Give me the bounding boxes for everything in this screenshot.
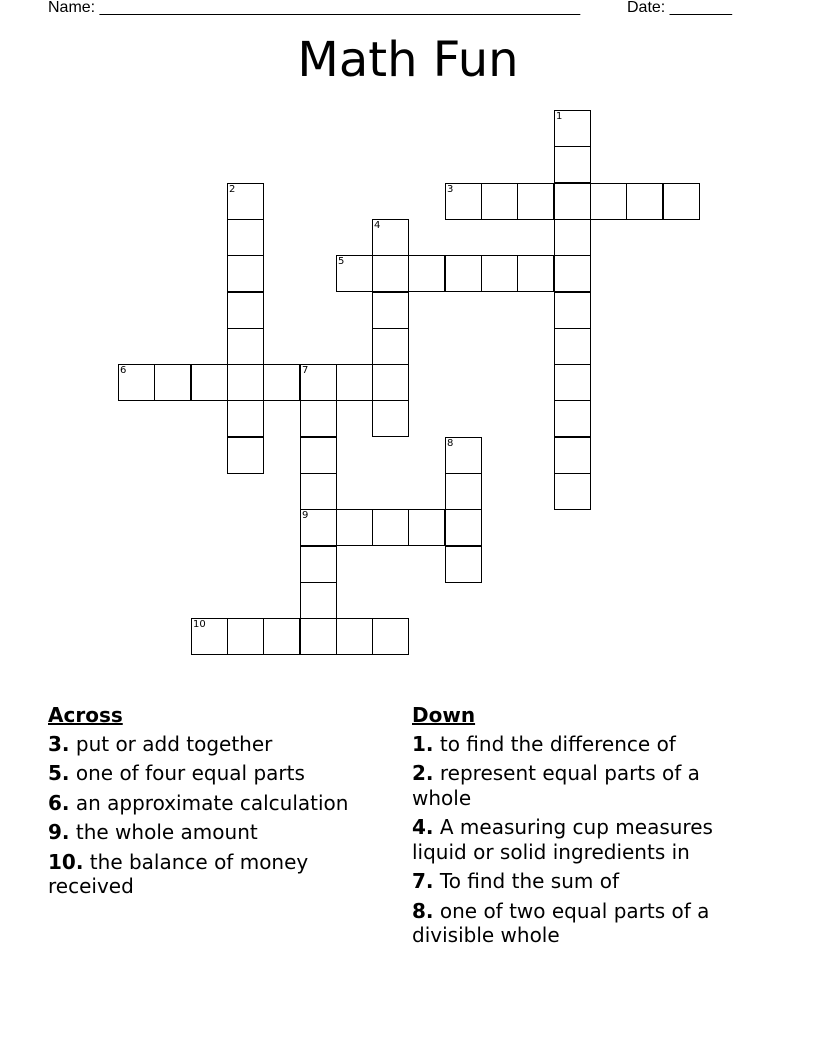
crossword-cell[interactable] [554,110,591,147]
name-label: Name: [48,0,96,16]
crossword-cell[interactable] [554,364,591,401]
crossword-cell[interactable] [590,183,627,220]
crossword-cell[interactable] [663,183,700,220]
crossword-cell[interactable] [154,364,191,401]
crossword-cell[interactable] [227,400,264,437]
clue-down-1: 1. to find the difference of [412,731,676,756]
crossword-cell[interactable] [517,183,554,220]
crossword-cell[interactable] [372,255,409,292]
crossword-cell[interactable] [191,618,228,655]
crossword-cell[interactable] [445,437,482,474]
crossword-cell[interactable] [554,255,591,292]
crossword-cell[interactable] [626,183,663,220]
crossword-cell[interactable] [300,618,337,655]
cell-number: 2 [229,184,236,195]
crossword-cell[interactable] [445,183,482,220]
page-title: Math Fun [297,32,519,88]
crossword-cell[interactable] [408,255,445,292]
crossword-cell[interactable] [191,364,228,401]
crossword-cell[interactable] [336,364,373,401]
crossword-cell[interactable] [554,219,591,256]
crossword-cell[interactable] [372,219,409,256]
crossword-cell[interactable] [554,292,591,329]
crossword-cell[interactable] [445,509,482,546]
crossword-cell[interactable] [408,509,445,546]
clue-across-10: 10. the balance of money received [48,849,309,898]
crossword-cell[interactable] [445,473,482,510]
crossword-cell[interactable] [300,400,337,437]
name-blank[interactable]: ______________________________________________________ [99,0,581,16]
cell-number: 1 [556,111,563,122]
crossword-cell[interactable] [227,255,264,292]
date-label: Date: [627,0,666,16]
crossword-cell[interactable] [372,400,409,437]
clue-down-4: 4. A measuring cup measures liquid or solid ingredients in [412,815,713,864]
crossword-cell[interactable] [300,473,337,510]
crossword-cell[interactable] [227,219,264,256]
cell-number: 6 [120,365,127,376]
clue-across-6: 6. an approximate calculation [48,790,349,815]
crossword-cell[interactable] [227,292,264,329]
crossword-cell[interactable] [227,183,264,220]
crossword-cell[interactable] [336,509,373,546]
down-heading: Down [412,703,476,727]
crossword-cell[interactable] [517,255,554,292]
crossword-cell[interactable] [227,328,264,365]
crossword-cell[interactable] [554,473,591,510]
crossword-cell[interactable] [554,437,591,474]
crossword-cell[interactable] [336,255,373,292]
cell-number: 5 [338,256,345,267]
across-heading: Across [48,703,123,727]
crossword-cell[interactable] [554,328,591,365]
crossword-cell[interactable] [481,183,518,220]
crossword-cell[interactable] [118,364,155,401]
crossword-cell[interactable] [445,546,482,583]
cell-number: 7 [302,365,309,376]
cell-number: 3 [447,184,454,195]
crossword-cell[interactable] [300,437,337,474]
clue-across-9: 9. the whole amount [48,820,258,844]
cell-number: 10 [193,619,206,630]
crossword-cell[interactable] [372,618,409,655]
crossword-cell[interactable] [263,618,300,655]
crossword-cell[interactable] [445,255,482,292]
cell-number: 8 [447,438,454,449]
crossword-cell[interactable] [300,364,337,401]
clue-down-2: 2. represent equal parts of a whole [412,761,700,810]
crossword-cell[interactable] [336,618,373,655]
date-blank[interactable]: _______ [669,0,732,16]
crossword-cell[interactable] [554,146,591,183]
crossword-cell[interactable] [227,364,264,401]
crossword-cell[interactable] [372,364,409,401]
down-clues [412,703,752,953]
cell-number: 9 [302,510,309,521]
clue-down-8: 8. one of two equal parts of a divisible whole [412,898,710,947]
crossword-cell[interactable] [300,546,337,583]
crossword-cell[interactable] [300,509,337,546]
clue-across-5: 5. one of four equal parts [48,761,305,785]
clue-down-7: 7. To find the sum of [412,869,620,893]
across-clues [48,703,368,904]
crossword-cell[interactable] [300,582,337,619]
crossword-cell[interactable] [481,255,518,292]
crossword-cell[interactable] [227,437,264,474]
crossword-cell[interactable] [372,328,409,365]
crossword-cell[interactable] [227,618,264,655]
crossword-cell[interactable] [554,183,591,220]
clue-across-3: 3. put or add together [48,731,273,756]
crossword-cell[interactable] [263,364,300,401]
crossword-cell[interactable] [554,400,591,437]
crossword-cell[interactable] [372,509,409,546]
crossword-cell[interactable] [372,292,409,329]
cell-number: 4 [374,220,381,231]
